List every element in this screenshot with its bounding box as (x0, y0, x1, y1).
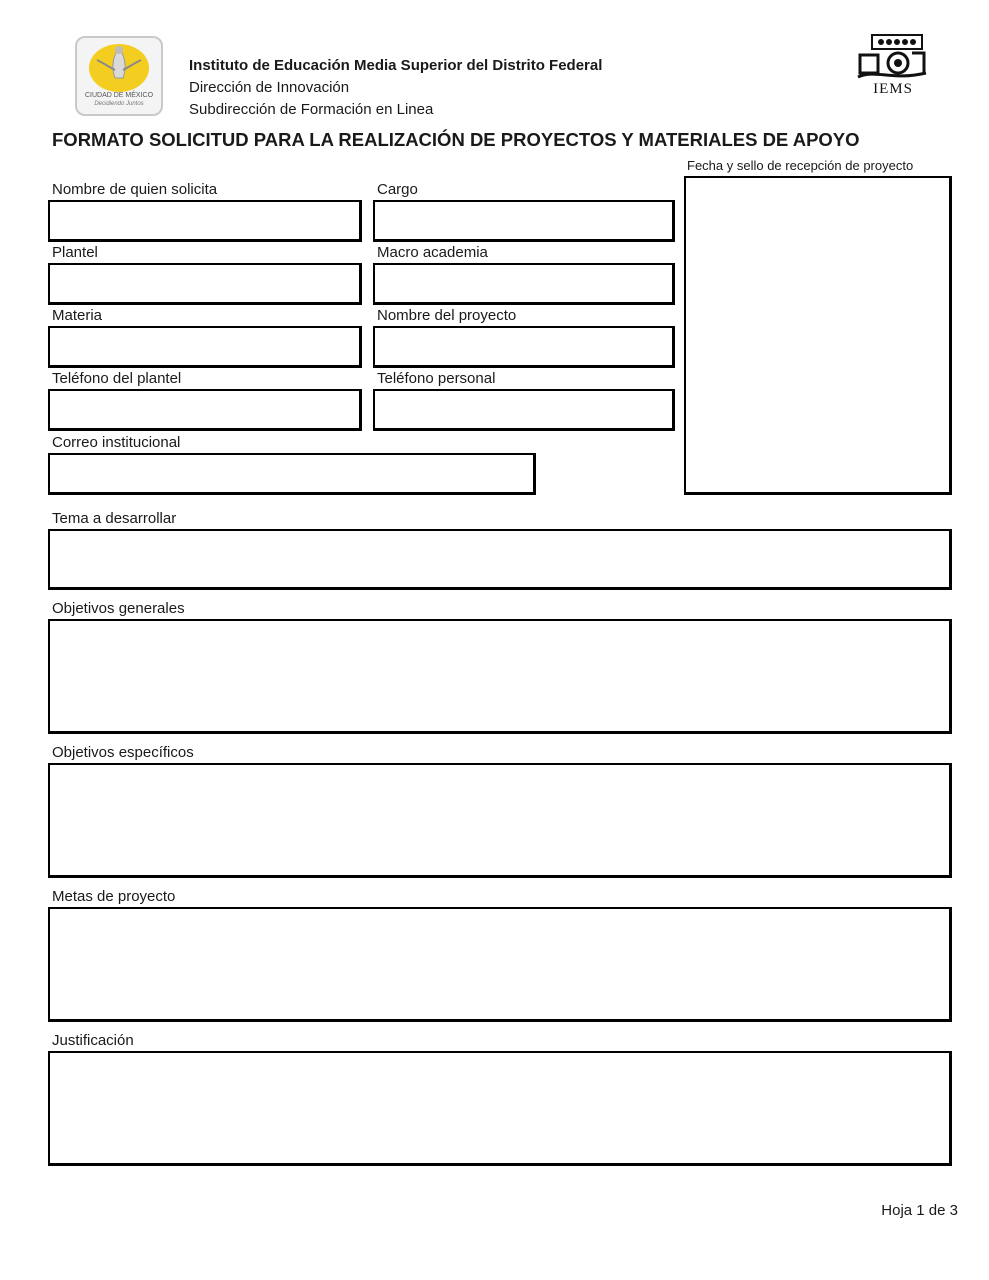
tema-textarea[interactable] (50, 531, 949, 587)
materia-input[interactable] (50, 328, 359, 365)
proyecto-field-box (373, 326, 675, 368)
materia-field-box (48, 326, 362, 368)
plantel-field-box (48, 263, 362, 305)
tel-plantel-label: Teléfono del plantel (52, 370, 182, 387)
cargo-field-box (373, 200, 675, 242)
correo-input[interactable] (50, 455, 533, 492)
stamp-label: Fecha y sello de recepción de proyecto (687, 158, 914, 173)
nombre-field-box (48, 200, 362, 242)
iems-logo (856, 33, 930, 99)
page-number: Hoja 1 de 3 (881, 1202, 958, 1219)
obj-gen-textarea[interactable] (50, 621, 949, 731)
tema-field-box (48, 529, 952, 590)
tel-personal-field-box (373, 389, 675, 431)
cargo-label: Cargo (377, 181, 418, 198)
macro-label: Macro academia (377, 244, 488, 261)
direction-name: Dirección de Innovación (189, 79, 350, 96)
correo-field-box (48, 453, 536, 495)
justificacion-label: Justificación (52, 1032, 134, 1049)
stamp-box (684, 176, 952, 495)
materia-label: Materia (52, 307, 103, 324)
metas-field-box (48, 907, 952, 1022)
plantel-input[interactable] (50, 265, 359, 302)
macro-input[interactable] (375, 265, 672, 302)
cdmx-logo (75, 36, 163, 116)
justificacion-field-box (48, 1051, 952, 1166)
tel-personal-input[interactable] (375, 391, 672, 428)
form-title: FORMATO SOLICITUD PARA LA REALIZACIÓN DE PROYECTOS Y MATERIALES DE APOYO (52, 129, 860, 150)
subdirection-name: Subdirección de Formación en Linea (189, 101, 434, 118)
cargo-input[interactable] (375, 202, 672, 239)
metas-label: Metas de proyecto (52, 888, 176, 905)
tel-plantel-field-box (48, 389, 362, 431)
obj-esp-label: Objetivos específicos (52, 744, 194, 761)
proyecto-input[interactable] (375, 328, 672, 365)
obj-gen-label: Objetivos generales (52, 600, 185, 617)
iems-logo-graphic (856, 33, 930, 83)
obj-esp-textarea[interactable] (50, 765, 949, 875)
plantel-label: Plantel (52, 244, 98, 261)
metas-textarea[interactable] (50, 909, 949, 1019)
tel-personal-label: Teléfono personal (377, 370, 496, 387)
cdmx-logo-slogan: Decidiendo Juntos (94, 101, 144, 107)
correo-label: Correo institucional (52, 434, 181, 451)
nombre-label: Nombre de quien solicita (52, 181, 218, 198)
institution-name: Instituto de Educación Media Superior del Distrito Federal (189, 57, 603, 74)
obj-esp-field-box (48, 763, 952, 878)
proyecto-label: Nombre del proyecto (377, 307, 517, 324)
iems-logo-text: IEMS (873, 81, 913, 97)
macro-field-box (373, 263, 675, 305)
justificacion-textarea[interactable] (50, 1053, 949, 1163)
cdmx-logo-text: CIUDAD DE MÉXICO (84, 92, 154, 99)
nombre-input[interactable] (50, 202, 359, 239)
obj-gen-field-box (48, 619, 952, 734)
tema-label: Tema a desarrollar (52, 510, 177, 527)
tel-plantel-input[interactable] (50, 391, 359, 428)
